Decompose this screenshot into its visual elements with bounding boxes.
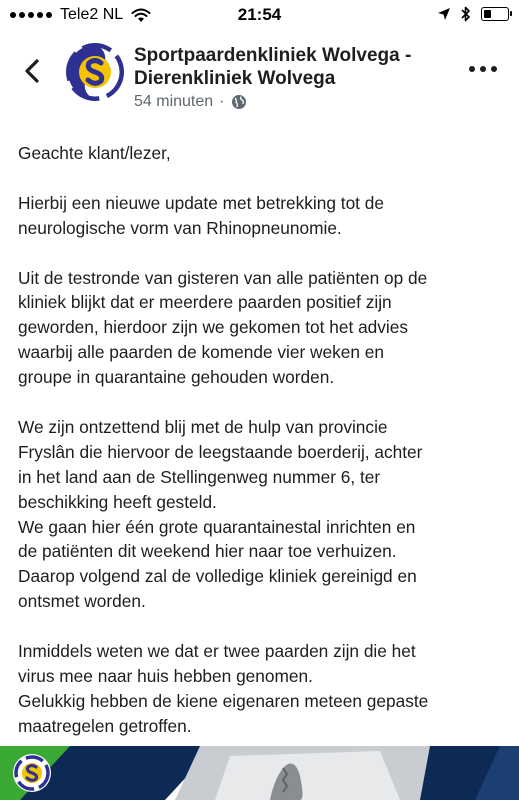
post-text-line: Gelukkig hebben de kiene eigenaren meteen gepaste <box>18 690 429 711</box>
carrier-name: Tele2 NL <box>60 6 124 23</box>
post-text-line: maatregelen getroffen. <box>18 715 192 736</box>
clock: 21:54 <box>237 5 282 24</box>
post-text-line: Hierbij een nieuwe update met betrekking tot de <box>18 192 385 213</box>
post-text-line: beschikking heeft gesteld. <box>18 491 217 512</box>
post-text-line: geworden, hierdoor zijn we gekomen tot het advies <box>18 317 409 338</box>
post-text-line: ontsmet worden. <box>18 591 146 612</box>
post-text-line: Inmiddels weten we dat er twee paarden zijn die het <box>18 641 416 662</box>
post-text-line: de patiënten dit weekend hier naar toe verhuizen. <box>18 541 397 562</box>
post-text-line: groupe in quarantaine gehouden worden. <box>18 367 335 388</box>
more-options-button[interactable] <box>469 66 497 72</box>
post-image[interactable] <box>0 746 519 800</box>
post-text-line: We zijn ontzettend blij met de hulp van provincie <box>18 416 388 437</box>
page-name-line-1: Sportpaardenkliniek Wolvega - <box>134 45 412 66</box>
page-name-line-2: Dierenkliniek Wolvega <box>134 68 336 89</box>
meta-separator: · <box>219 93 225 110</box>
post-text-line: kliniek blijkt dat er meerdere paarden positief zijn <box>18 292 392 313</box>
status-bar <box>0 0 519 30</box>
post-paragraph <box>18 639 508 739</box>
post-paragraph <box>18 266 508 391</box>
post-body <box>18 141 508 764</box>
post-text-line: Daarop volgend zal de volledige kliniek gereinigd en <box>18 566 417 587</box>
clinic-logo-avatar[interactable] <box>66 43 124 101</box>
post-text-line: neurologische vorm van Rhinopneunomie. <box>18 217 342 238</box>
post-paragraph <box>18 415 508 614</box>
location-arrow-icon <box>437 7 451 21</box>
post-text-line: Geachte klant/lezer, <box>18 143 171 163</box>
post-text-line: We gaan hier één grote quarantainestal inrichten en <box>18 516 416 537</box>
post-text-line: virus mee naar huis hebben genomen. <box>18 665 313 686</box>
post-paragraph <box>18 191 508 241</box>
post-text-line: in het land aan de Stellingenweg nummer 6, ter <box>18 466 381 487</box>
post-timestamp[interactable]: 54 minuten <box>134 93 214 110</box>
post-paragraph <box>18 141 508 166</box>
battery-icon <box>481 7 509 21</box>
status-right <box>437 6 509 22</box>
post-text-line: Fryslân die hiervoor de leegstaande boerderij, achter <box>18 441 423 462</box>
page-name[interactable] <box>134 44 454 90</box>
chevron-left-icon <box>27 61 37 81</box>
more-icon <box>469 66 475 72</box>
back-button[interactable] <box>18 56 48 86</box>
post-text-line: waarbij alle paarden de komende vier weken en <box>18 342 385 363</box>
post-meta <box>134 93 247 111</box>
post-text-line: Uit de testronde van gisteren van alle patiënten op de <box>18 267 428 288</box>
bluetooth-icon <box>461 6 471 22</box>
post-header <box>0 30 519 120</box>
globe-icon <box>231 94 247 110</box>
